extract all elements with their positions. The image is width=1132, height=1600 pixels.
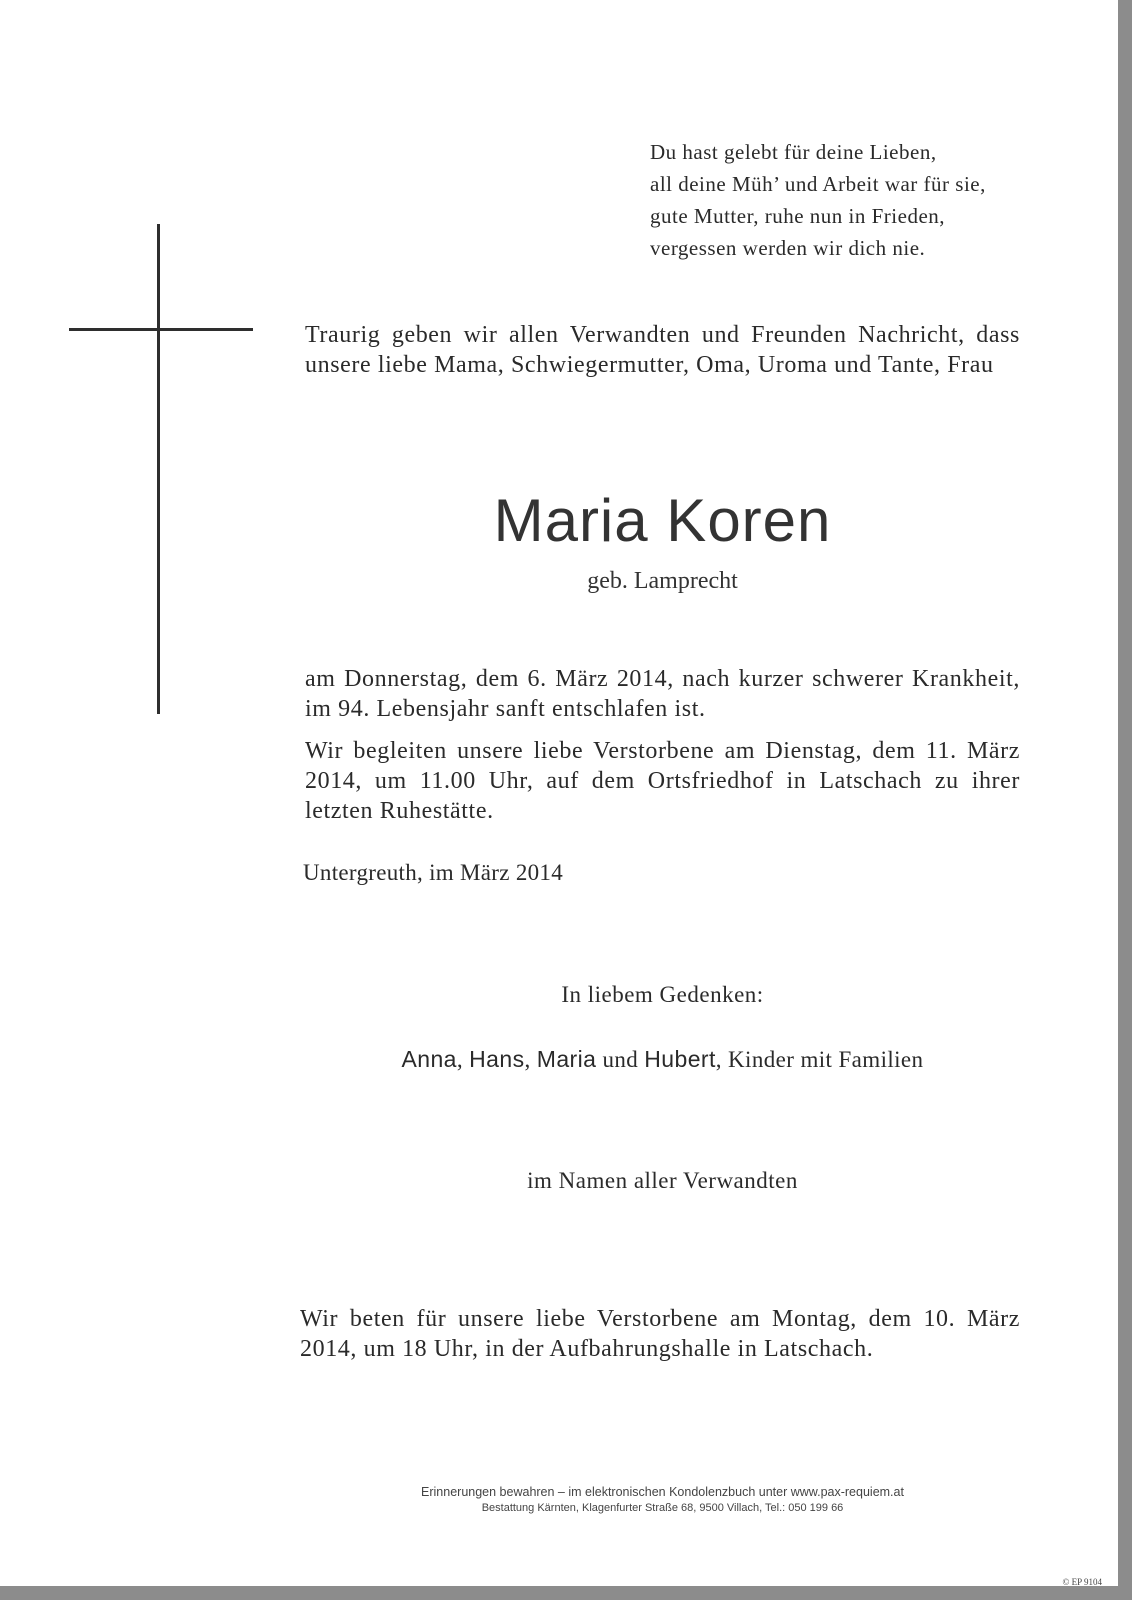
footer-address-line: Bestattung Kärnten, Klagenfurter Straße 68, 9500 Villach, Tel.: 050 199 66 [481,1502,844,1514]
family-signature [305,1044,1020,1075]
family-name: Anna [401,1046,457,1072]
deceased-name: Maria Koren [493,487,832,554]
family-name: Hans [469,1046,525,1072]
family-name: Maria [536,1046,597,1072]
poem-line: all deine Müh’ und Arbeit war für sie, [650,172,986,196]
place-date: Untergreuth, im März 2014 [303,860,564,885]
cross-vertical-bar [157,224,160,714]
memory-heading: In liebem Gedenken: [561,982,764,1007]
poem-line: Du hast gelebt für deine Lieben, [650,140,937,164]
poem-line: vergessen werden wir dich nie. [650,236,926,260]
prayer-paragraph: Wir beten für unsere liebe Verstorbene am Montag, dem 10. März 2014, um 18 Uhr, in der Aufbahrungshalle in Latschach. [300,1306,1020,1362]
funeral-paragraph: Wir begleiten unsere liebe Verstorbene am Dienstag, dem 11. März 2014, um 11.00 Uhr, auf dem Ortsfriedhof in Latschach zu ihrer letzten Ruhestätte. [305,738,1020,824]
family-separator: , [524,1047,537,1072]
family-suffix: , Kinder mit Familien [715,1047,924,1072]
maiden-name: geb. Lamprecht [587,568,738,594]
family-separator: , [456,1047,470,1072]
cross-horizontal-bar [69,328,253,331]
intro-paragraph: Traurig geben wir allen Verwandten und Freunden Nachricht, dass unsere liebe Mama, Schwiegermutter, Oma, Uroma und Tante, Frau [305,322,1020,378]
border-bottom [0,1586,1132,1600]
document-code: © EP 9104 [1062,1577,1102,1587]
death-paragraph: am Donnerstag, dem 6. März 2014, nach kurzer schwerer Krankheit, im 94. Lebensjahr sanft entschlafen ist. [305,666,1020,722]
family-separator: und [596,1047,645,1072]
family-name: Hubert [644,1046,716,1072]
footer-condolence-line: Erinnerungen bewahren – im elektronischen Kondolenzbuch unter www.pax-requiem.at [421,1485,904,1499]
poem [650,136,1030,264]
relatives-line: im Namen aller Verwandten [527,1168,798,1193]
border-right [1118,0,1132,1600]
poem-line: gute Mutter, ruhe nun in Frieden, [650,204,946,228]
